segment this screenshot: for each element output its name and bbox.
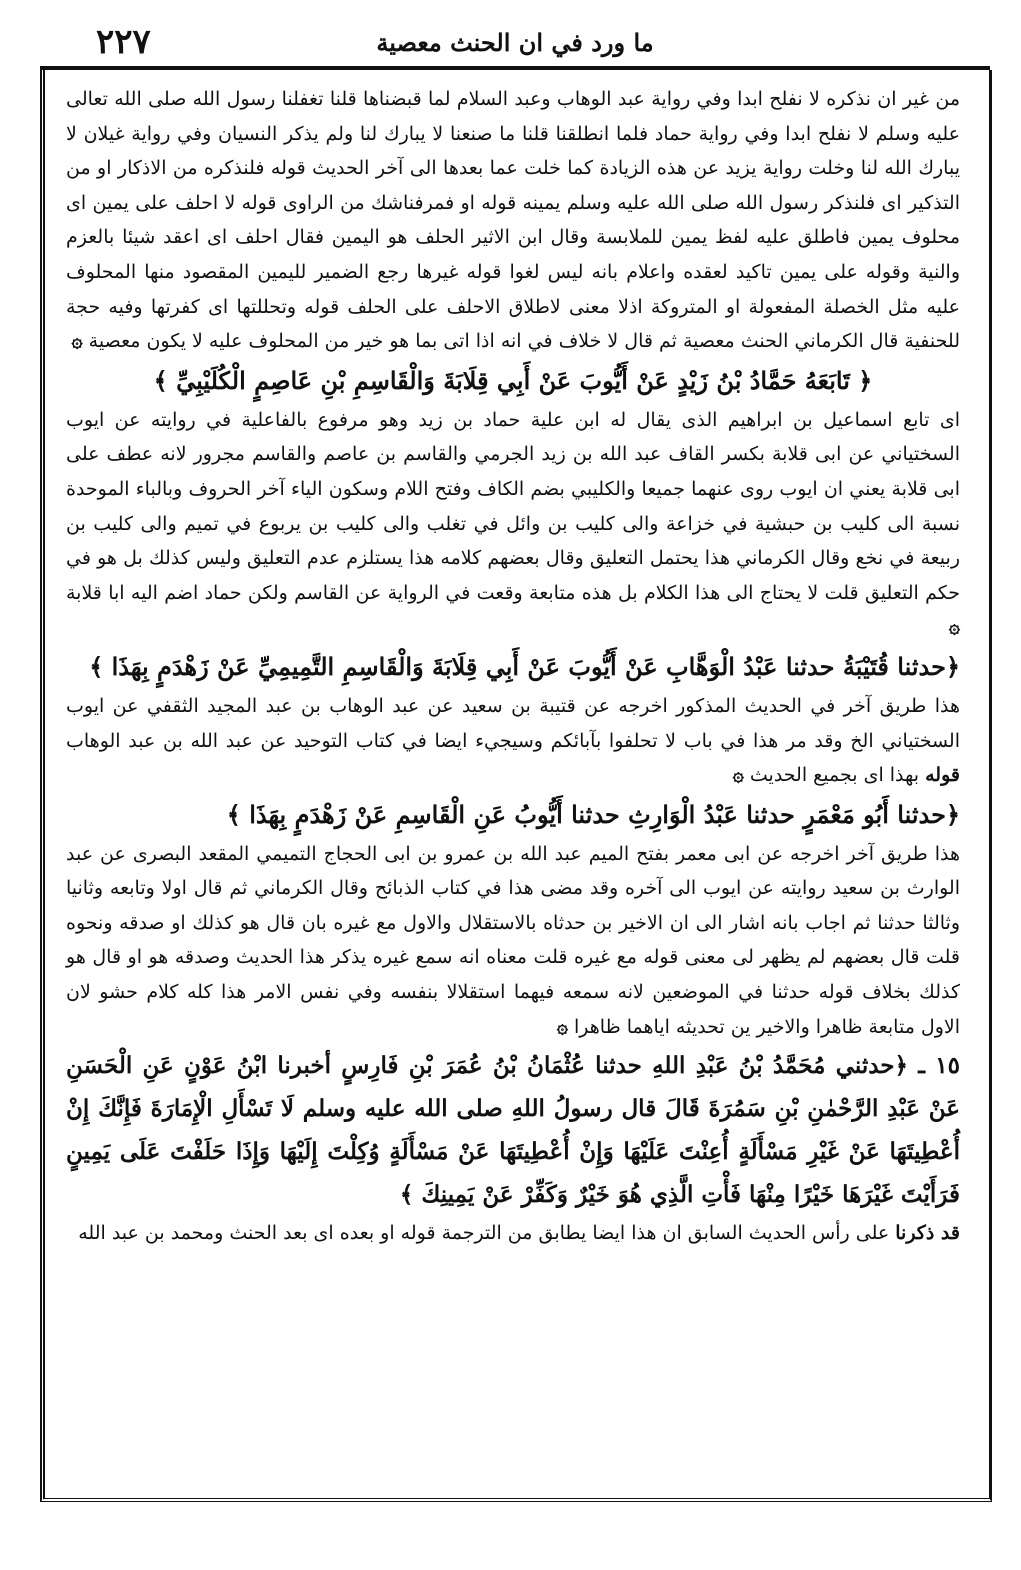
open-bracket: ﴿ [945,799,960,829]
end-mark: ۞ [948,616,960,639]
open-bracket: ﴿ [858,365,873,395]
page-header [40,18,990,64]
hadith-text [66,793,960,837]
paragraph-text: على رأس الحديث السابق ان هذا ايضا يطابق من الترجمة قوله او بعده اى بعد الحنث ومحمد بن عبد الله [78,1222,890,1245]
running-head: ما ورد في ان الحنث معصية [376,28,654,57]
hadith-lead: حدثنا [897,799,946,829]
hadith-body: أَبُو مَعْمَرٍ حدثنا عَبْدُ الْوَارِثِ حدثنا أَيُّوبُ عَنِ الْقَاسِمِ عَنْ زَهْدَمٍ بِهَذَا [249,799,889,829]
hadith-body: مُحَمَّدُ بْنُ عَبْدِ اللهِ حدثنا عُثْمَانُ بْنُ عُمَرَ بْنِ فَارِسٍ أخبرنا ابْنُ عَوْنٍ عَنِ الْحَسَنِ عَنْ عَبْدِ الرَّحْمٰنِ بْنِ سَمُرَةَ قَالَ قال رسولُ اللهِ صلى الله عليه وسلم لَا تَسْأَلِ الْإِمَارَةَ فَإِنَّكَ إِنْ أُعْطِيتَهَا عَنْ غَيْرِ مَسْأَلَةٍ أُعِنْتَ عَلَيْهَا وَإِنْ أُعْطِيتَهَا عَنْ مَسْأَلَةٍ وُكِلْتَ إِلَيْهَا وَإِذَا حَلَفْتَ عَلَى يَمِينٍ فَرَأَيْتَ غَيْرَهَا خَيْرًا مِنْهَا فَأْتِ الَّذِي هُوَ خَيْرٌ وَكَفِّرْ عَنْ يَمِينِكَ [66,1052,960,1209]
close-bracket: ﴾ [226,799,241,829]
open-bracket: ﴿ [894,1052,908,1080]
hadith-number: ١٥ ـ [918,1052,961,1080]
paragraph-text: هذا طريق آخر اخرجه عن ابى معمر بفتح الميم عبد الله بن عمرو بن ابى الحجاج التميمي المقعد البصرى عن عبد الوارث بن سعيد روايته عن ايوب الى آخره وقد مضى هذا في كتاب الذبائح وقال الكرماني ثم قال اولا وتابعه وثانيا وثالثا حدثنا ثم اجاب بانه اشار الى ان الاخير بن حدثاه بالاستقلال والاول مع غيره بان قال هو كذلك او صدقه ونحوه قلت قال بعضهم لم يظهر لى معنى قوله مع غيره قلت معناه انه سمع غيره يذكر هذا الحديث وصدقه هو او قال هو كذلك بخلاف قوله حدثنا في الموضعين لانه سمعه فيهما استقلالا بنفسه وفي نفس الامر هذا كله كلام حشو لان الاول متابعة ظاهرا والاخير ين تحديثه اياهما ظاهرا [66,842,960,1038]
page-body [66,82,960,1492]
commentary-paragraph [66,403,960,645]
close-bracket: ﴾ [89,651,104,681]
hadith-body: قُتَيْبَةُ حدثنا عَبْدُ الْوَهَّابِ عَنْ أَيُّوبَ عَنْ أَبِي قِلَابَةَ وَالْقَاسِمِ التَّمِيمِيِّ عَنْ زَهْدَمٍ بِهَذَا [111,651,889,681]
commentary-paragraph [66,689,960,793]
hadith-text [66,1044,960,1216]
close-bracket: ﴾ [153,365,168,395]
commentary-paragraph [66,82,960,359]
hadith-text [66,645,960,689]
end-mark: ۞ [732,764,744,787]
commentary-paragraph [66,837,960,1045]
hadith-text [66,359,960,403]
paragraph-text: من غير ان نذكره لا نفلح ابدا وفي رواية عبد الوهاب وعبد السلام لما قبضناها قلنا تغفلنا رسول الله صلى الله تعالى عليه وسلم لا نفلح ابدا وفي رواية حماد فلما انطلقنا قلنا ما صنعنا لا يبارك لنا ولم يذكر النسيان وفي رواية غيلان لا يبارك الله لنا وخلت رواية يزيد عن هذه الزيادة كما خلت عما بعدها الى آخر الحديث قوله فلنذكره من الاذكار او من التذكير اى فلنذكر رسول الله صلى الله عليه وسلم يمينه قوله او فمرفناشك من الراوى قوله لا احلف على يمين اى محلوف يمين فاطلق عليه لفظ يمين للملابسة وقال ابن الاثير الحلف هو اليمين فقال احلف اى اعقد شيئا بالعزم والنية وقوله على يمين تاكيد لعقده واعلام بانه ليس لغوا قوله غيرها رجع الضمير لليمين المقصود منها المحلوف عليه مثل الخصلة المفعولة او المتروكة اذلا معنى لاطلاق الاحلف على الحلف قوله وتحللتها اى كفرتها وفيه حجة للحنفية قال الكرماني الحنث معصية ثم قال لا خلاف في انه اذا اتى بما هو خير من المحلوف عليه لا يكون معصية [66,88,960,353]
paragraph-text: هذا طريق آخر في الحديث المذكور اخرجه عن قتيبة بن سعيد عن عبد الوهاب بن عبد المجيد الثقفي عن ايوب السختياني الخ وقد مر هذا في باب لا تحلفوا بآبائكم وسيجيء ايضا في كتاب التوحيد عن عبد الله بن عبد الوهاب [66,694,960,752]
end-mark: ۞ [556,1015,568,1038]
paragraph-lead: قوله [925,764,960,787]
open-bracket: ﴿ [945,651,960,681]
close-bracket: ﴾ [399,1181,414,1209]
paragraph-text: بهذا اى بجميع الحديث [749,764,920,787]
page-number: ۲۲۷ [96,22,151,62]
paragraph-lead: قد ذكرنا [895,1222,960,1245]
commentary-paragraph [66,1216,960,1251]
hadith-body: تَابَعَهُ حَمَّادُ بْنُ زَيْدٍ عَنْ أَيُّوبَ عَنْ أَبِي قِلَابَةَ وَالْقَاسِمِ بْنِ عَاصِمٍ الْكُلَيْبِيِّ [176,365,850,395]
hadith-lead: حدثنا [897,651,946,681]
hadith-lead: حدثني [835,1052,895,1080]
paragraph-text: اى تابع اسماعيل بن ابراهيم الذى يقال له ابن علية حماد بن زيد وهو مرفوع بالفاعلية في روايته عن ايوب السختياني عن ابى قلابة بكسر القاف عبد الله بن زيد الجرمي والقاسم بن عاصم والقاسم مجرور لانه عطف على ابى قلابة يعني ان ايوب روى عنهما جميعا والكليبي بضم الكاف وفتح اللام وسكون الياء آخر الحروف وبالباء الموحدة نسبة الى كليب بن حبشية في خزاعة والى كليب بن وائل في تغلب والى كليب بن يربوع في تميم والى كليب بن ربيعة في نخع وقال الكرماني هذا يحتمل التعليق وقال بعضهم كلامه هذا يستلزم عدم التعليق وليس كذلك بل هو في حكم التعليق قلت لا يحتاج الى هذا الكلام بل هذه متابعة وقعت في الرواية عن القاسم ولكن حماد اضم اليه ابا قلابة [66,408,960,604]
end-mark: ۞ [71,330,83,353]
